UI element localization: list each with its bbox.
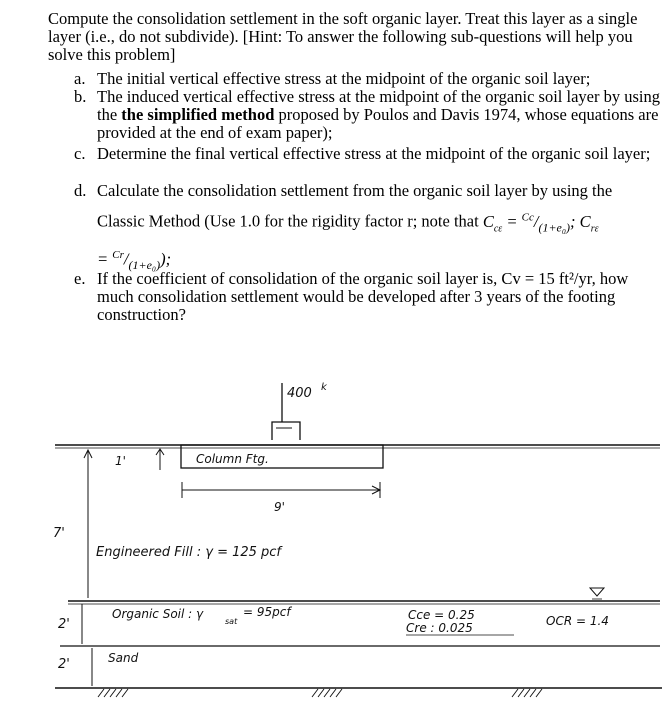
eq-symbol: C — [482, 211, 494, 231]
question-text: If the coefficient of consolidation of the organic soil layer is, Cv = 15 ft²/yr, how much consolidation settlement would be developed after 3 years of the footing construction? — [97, 269, 629, 324]
eq-subscript: rε — [590, 222, 599, 234]
question-text: Determine the final vertical effective stress at the midpoint of the organic soil layer; — [97, 144, 651, 163]
eq-denominator: (1+e₀) — [128, 257, 161, 272]
bedrock-hatching — [98, 689, 542, 697]
question-label: e. — [74, 269, 86, 288]
organic-thickness: 2' — [58, 617, 70, 632]
problem-intro: Compute the consolidation settlement in the soft organic layer. Treat this layer as a single layer (i.e., do not subdivide). [Hint: To answer the following sub-questions will help you solve this problem] — [48, 9, 638, 64]
load-value: 400 — [287, 386, 312, 401]
load-unit: k — [321, 382, 327, 393]
question-text: Calculate the consolidation settlement from the organic soil layer by using the — [97, 181, 613, 200]
footing-width: 9' — [274, 500, 285, 514]
ocr-value: OCR = 1.4 — [546, 614, 609, 628]
organic-sat-subscript: sat — [225, 617, 238, 626]
organic-label: Organic Soil : γ — [112, 607, 204, 621]
question-text: The initial vertical effective stress at the midpoint of the organic soil layer; — [97, 69, 591, 88]
question-text-post: proposed by Poulos and Davis 1974, whose equations are provided at the end of exam paper); — [97, 105, 659, 142]
eq-symbol: C — [579, 211, 591, 231]
question-text: Classic Method (Use 1.0 for the rigidity factor r; note that — [97, 211, 479, 231]
organic-unit-weight: = 95pcf — [243, 605, 291, 619]
fill-thickness: 7' — [53, 526, 65, 541]
eq-numerator: Cc — [521, 211, 534, 223]
water-table-icon — [590, 588, 604, 596]
sand-label: Sand — [108, 651, 139, 665]
method-name: the simplified method — [121, 105, 275, 124]
question-label: c. — [74, 144, 86, 163]
cre-value: Cre : 0.025 — [406, 621, 473, 635]
footing-label: Column Ftg. — [196, 452, 269, 466]
question-text-pre: The induced vertical effective stress at the midpoint of the organic soil layer by using the — [97, 87, 660, 124]
equation-cce: $C_{c\varepsilon} = ^{Cc}/_{(1+e_0)}$; — [482, 211, 576, 234]
eq-numerator: Cr — [112, 248, 124, 261]
eq-denominator: (1+e₀) — [538, 219, 571, 234]
equation-cre-rhs: = $^{Cr}/_{(1+e_0)}$); — [97, 248, 172, 272]
eq-subscript: cε — [493, 222, 503, 234]
sand-thickness: 2' — [58, 657, 70, 672]
footing-depth: 1' — [115, 454, 126, 468]
question-label: a. — [74, 69, 86, 88]
fill-label: Engineered Fill : γ = 125 pcf — [96, 545, 282, 560]
column-stub — [272, 422, 300, 440]
question-label: b. — [74, 87, 87, 106]
question-label: d. — [74, 181, 87, 200]
cce-value: Cce = 0.25 — [408, 608, 475, 622]
